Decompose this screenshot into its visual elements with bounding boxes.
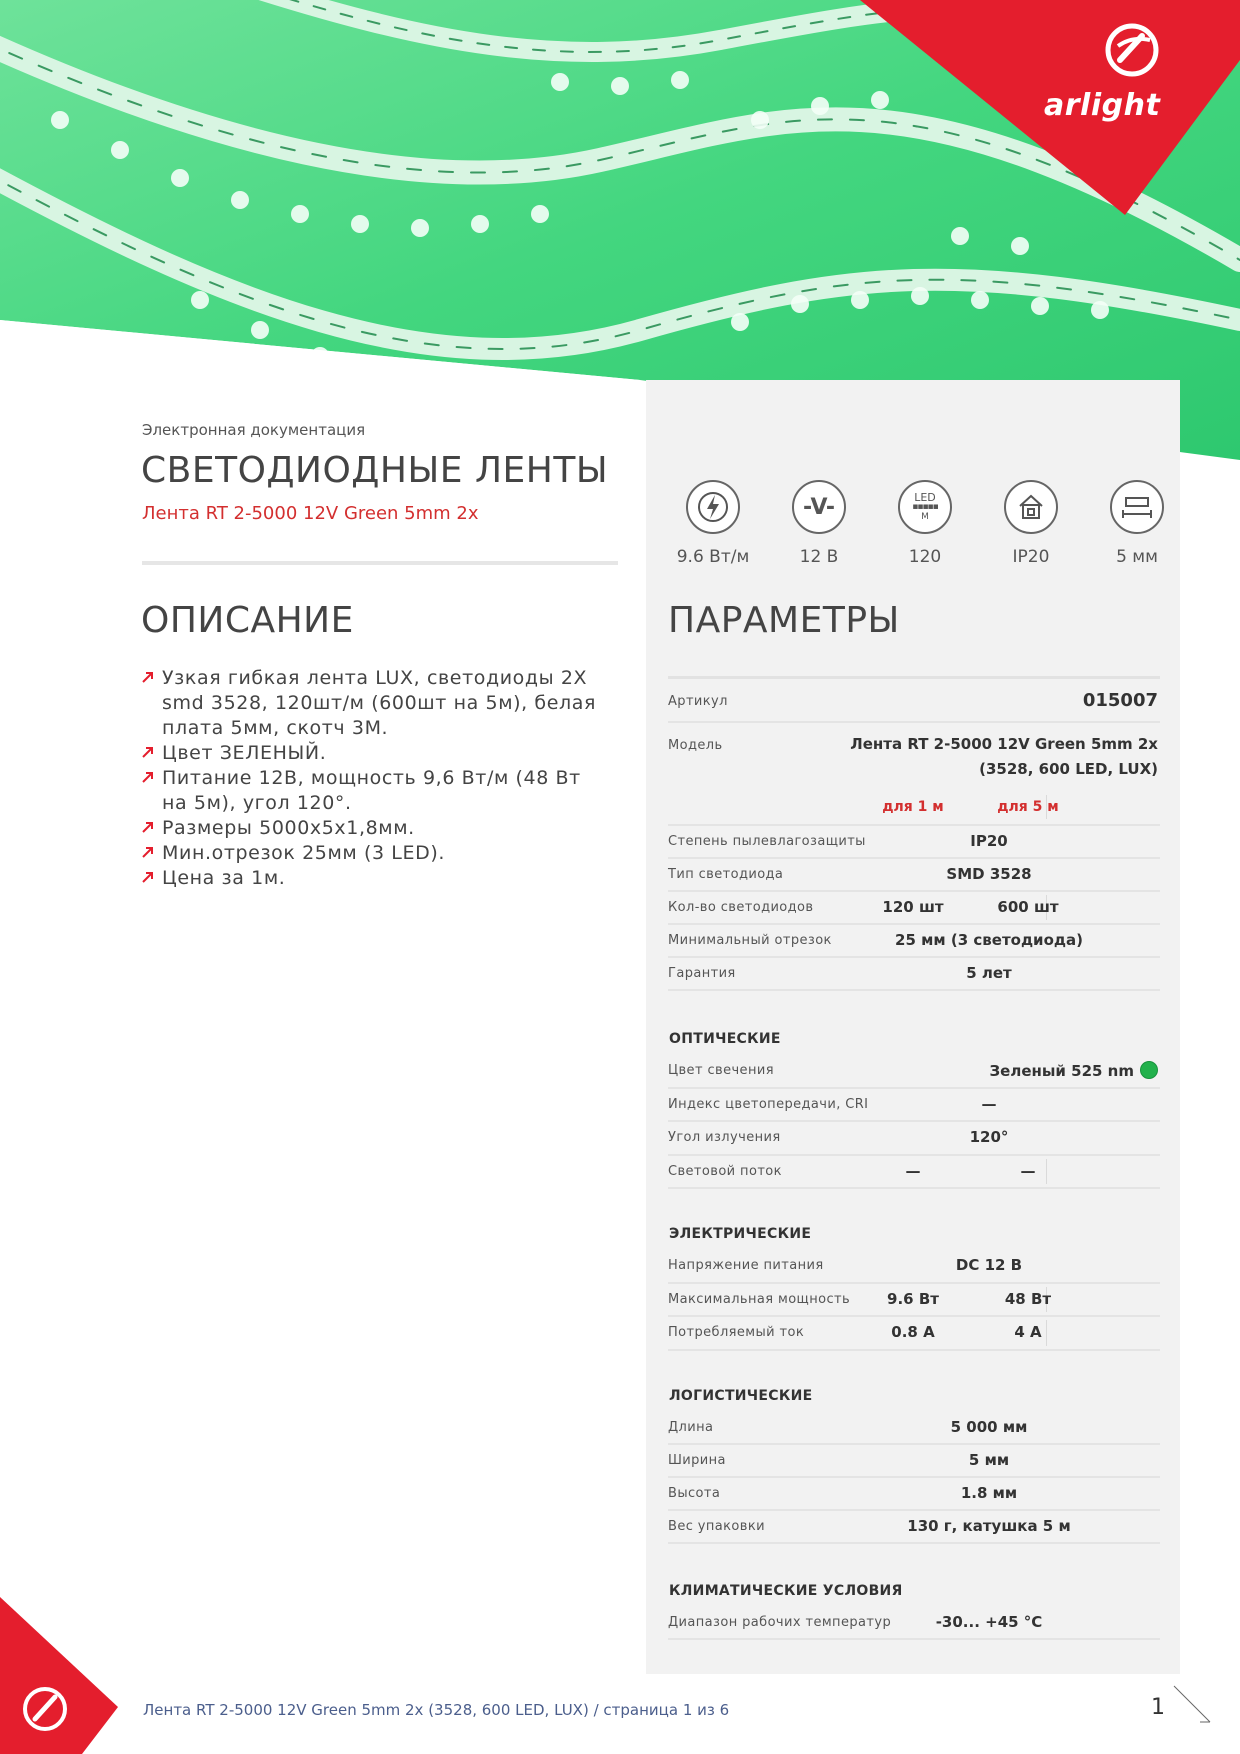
param-label: Максимальная мощность (668, 1291, 851, 1307)
doc-subtitle: Лента RT 2-5000 12V Green 5mm 2x (142, 503, 479, 524)
column-heads-row (668, 789, 1160, 826)
param-row (668, 1445, 1160, 1478)
col-head-1m: для 1 м (882, 799, 944, 815)
icon-label: IP20 (1012, 547, 1050, 567)
param-label: Высота (668, 1486, 721, 1501)
param-row (668, 1055, 1160, 1089)
param-value-1m: 0.8 А (891, 1323, 935, 1341)
param-value: 5 мм (968, 1451, 1010, 1469)
icon-cell-led (880, 480, 970, 567)
param-row (668, 826, 1160, 859)
description-item: Питание 12В, мощность 9,6 Вт/м (48 Вт на 5м), угол 120°. (142, 766, 612, 816)
param-value: DC 12 В (955, 1256, 1023, 1274)
icon-label: 5 мм (1116, 547, 1158, 567)
led-per-meter-icon: LED ▪▪▪▪▪ М (898, 480, 952, 534)
param-row (668, 1250, 1160, 1284)
param-row (668, 1607, 1160, 1640)
param-value-1m: 9.6 Вт (887, 1289, 939, 1308)
param-row (668, 1412, 1160, 1445)
icon-cell-width (1092, 480, 1182, 567)
description-item: Цена за 1м. (142, 866, 612, 891)
bullet-arrow-icon (142, 847, 153, 858)
param-label: Ширина (668, 1453, 726, 1468)
electrical-heading: ЭЛЕКТРИЧЕСКИЕ (669, 1226, 812, 1242)
icon-cell-power (668, 480, 758, 567)
param-row-article: Артикул 015007 (668, 679, 1160, 723)
page-number: 1 (1151, 1695, 1165, 1720)
param-label: Угол излучения (668, 1130, 781, 1145)
bullet-arrow-icon (142, 747, 153, 758)
icon-label: 12 В (799, 547, 839, 567)
color-swatch (1140, 1061, 1158, 1079)
param-row (668, 958, 1160, 991)
bullet-arrow-icon (142, 672, 153, 683)
param-label: Потребляемый ток (668, 1325, 805, 1340)
param-row (668, 892, 1160, 925)
brand-logo-text: arlight (1044, 88, 1161, 123)
bullet-arrow-icon (142, 822, 153, 833)
param-label: Световой поток (668, 1163, 782, 1179)
param-value: IP20 (970, 832, 1008, 850)
param-value: 120° (969, 1128, 1009, 1146)
description-item: Цвет ЗЕЛЕНЫЙ. (142, 741, 612, 766)
param-value-5m: 48 Вт (1004, 1289, 1052, 1308)
param-row (668, 859, 1160, 892)
voltage-icon: -V- (792, 480, 846, 534)
param-label: Вес упаковки (668, 1519, 765, 1534)
param-label: Тип светодиода (668, 867, 784, 882)
footer-logo-corner (0, 1597, 118, 1754)
description-item: Узкая гибкая лента LUX, светодиоды 2X smd 3528, 120шт/м (600шт на 5м), белая плата 5мм, скотч 3М. (142, 666, 612, 741)
bullet-arrow-icon (142, 872, 153, 883)
param-value: 1.8 мм (960, 1484, 1018, 1502)
climate-heading: КЛИМАТИЧЕСКИЕ УСЛОВИЯ (669, 1583, 903, 1599)
param-value-5m: 4 А (1014, 1323, 1042, 1341)
doc-title: СВЕТОДИОДНЫЕ ЛЕНТЫ (141, 450, 609, 491)
corner-slash (1172, 1684, 1212, 1724)
description-item: Мин.отрезок 25мм (3 LED). (142, 841, 612, 866)
param-label: Кол-во светодиодов (668, 900, 814, 915)
icon-label: 9.6 Вт/м (676, 547, 750, 567)
param-value: 25 мм (3 светодиода) (895, 931, 1083, 949)
param-row (668, 1317, 1160, 1351)
param-label: Напряжение питания (668, 1258, 824, 1273)
param-value-1m: — (905, 1161, 921, 1180)
param-value: 5 000 мм (950, 1418, 1028, 1436)
col-head-5m: для 5 м (997, 799, 1059, 815)
description-list (142, 666, 612, 891)
param-value: -30... +45 °C (935, 1613, 1043, 1631)
param-row (668, 1284, 1160, 1318)
param-row (668, 1511, 1160, 1544)
param-label: Длина (668, 1420, 714, 1435)
param-value-1m: 120 шт (882, 898, 944, 916)
param-row (668, 1156, 1160, 1190)
power-icon (686, 480, 740, 534)
parameters-heading: ПАРАМЕТРЫ (668, 600, 900, 641)
param-row-model: Модель Лента RT 2-5000 12V Green 5mm 2x (3528, 600 LED, LUX) (668, 735, 1158, 778)
param-label: Цвет свечения (668, 1063, 774, 1078)
description-item: Размеры 5000x5x1,8мм. (142, 816, 612, 841)
param-value-5m: — (1020, 1161, 1036, 1180)
param-value: SMD 3528 (946, 865, 1032, 883)
icon-cell-voltage (774, 480, 864, 567)
param-label: Степень пылевлагозащиты (668, 834, 866, 849)
width-icon (1110, 480, 1164, 534)
param-label: Гарантия (668, 966, 736, 981)
param-value: 5 лет (966, 964, 1012, 982)
param-row (668, 1122, 1160, 1156)
param-label: Минимальный отрезок (668, 933, 832, 948)
param-value: 130 г, катушка 5 м (907, 1517, 1071, 1535)
param-row (668, 1478, 1160, 1511)
spec-icons (668, 480, 1168, 570)
param-value-5m: 600 шт (997, 898, 1059, 916)
optical-heading: ОПТИЧЕСКИЕ (669, 1031, 781, 1047)
description-heading: ОПИСАНИЕ (141, 600, 354, 641)
param-value: — (981, 1094, 997, 1113)
house-protection-icon (1004, 480, 1058, 534)
doc-kicker: Электронная документация (142, 421, 366, 439)
param-row (668, 925, 1160, 958)
logistic-heading: ЛОГИСТИЧЕСКИЕ (669, 1388, 813, 1404)
icon-cell-ip (986, 480, 1076, 567)
param-row (668, 1089, 1160, 1123)
bullet-arrow-icon (142, 772, 153, 783)
param-label: Индекс цветопередачи, CRI (668, 1096, 869, 1112)
section-divider (142, 561, 618, 565)
footer-text: Лента RT 2-5000 12V Green 5mm 2x (3528, 600 LED, LUX) / страница 1 из 6 (143, 1701, 730, 1719)
icon-label: 120 (908, 547, 942, 567)
param-value: Зеленый 525 nm (990, 1061, 1159, 1080)
param-label: Диапазон рабочих температур (668, 1615, 892, 1630)
